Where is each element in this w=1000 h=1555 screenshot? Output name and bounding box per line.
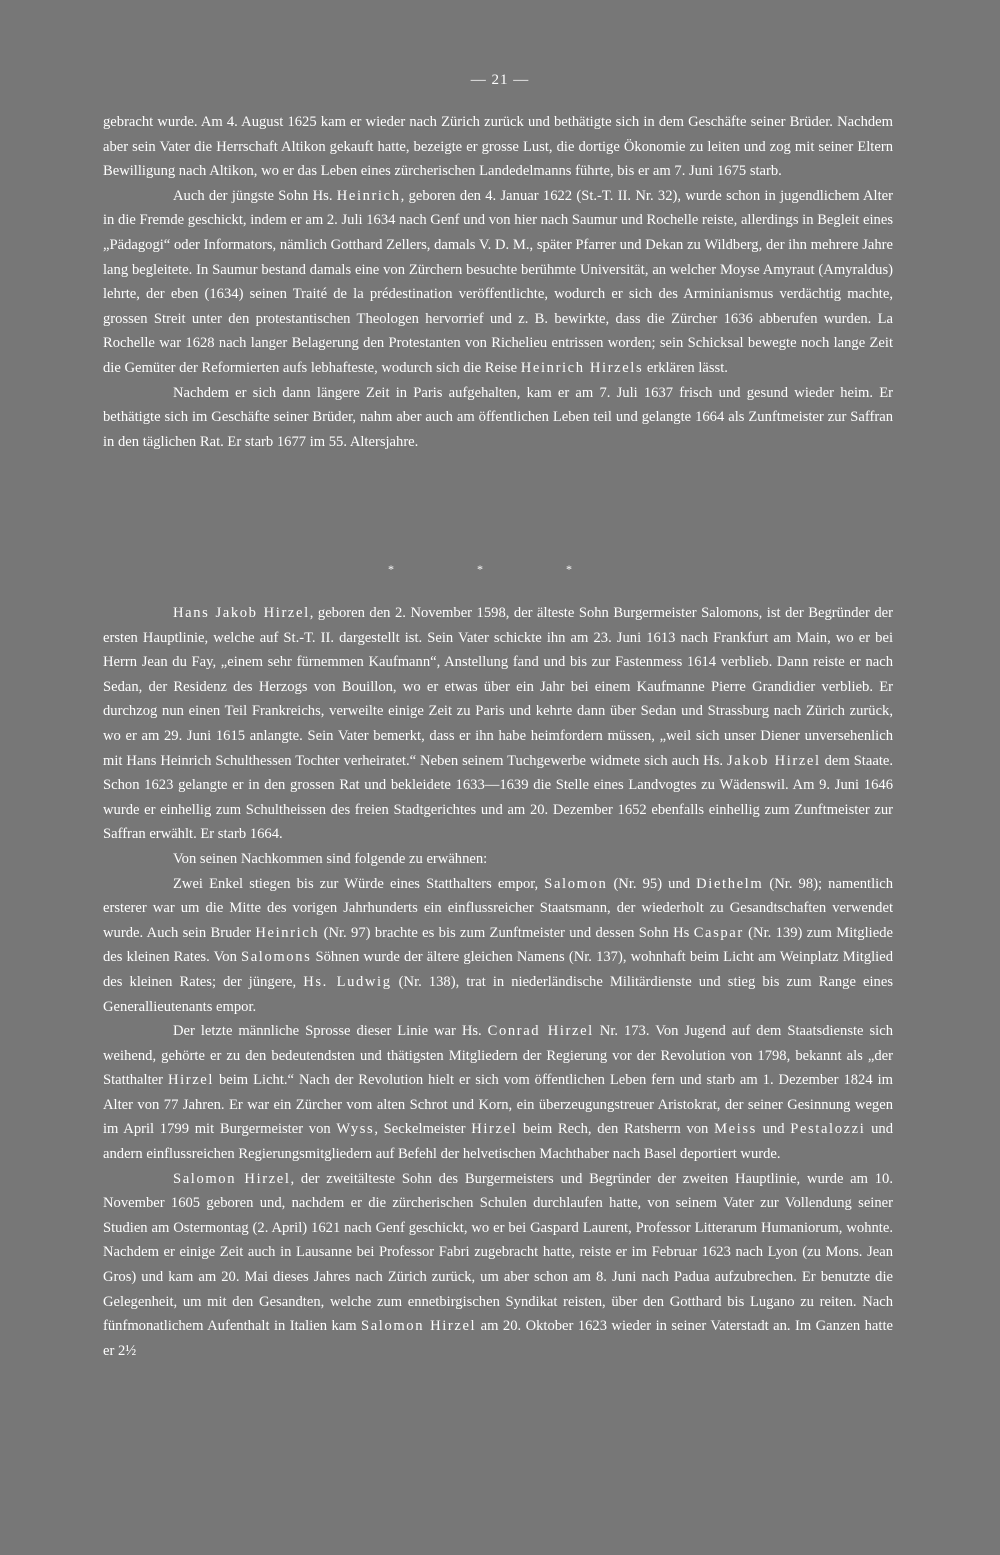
person-name: Hirzel	[167, 1072, 215, 1089]
paragraph: gebracht wurde. Am 4. August 1625 kam er wieder nach Zürich zurück und bethätigte sich in dem Geschäfte seiner Brüder. Nachdem aber sein Vater die Herrschaft Altikon gekauft hatte, bezeigte er grosse Lust, die dortige Ökonomie zu leiten und zog mit seiner Eltern Bewilligung nach Altikon, wo er das Leben eines zürcherischen Landedelmanns führte, bis er am 7. Juni 1675 starb.	[103, 114, 893, 180]
person-name: Pestalozzi	[790, 1121, 866, 1138]
paragraph: Nachdem er sich dann längere Zeit in Paris aufgehalten, kam er am 7. Juli 1637 frisch und gesund wieder heim. Er bethätigte sich im Geschäfte seiner Brüder, nahm aber auch am öffentlichen Leben teil und gelangte 1664 als Zunftmeister zur Saffran in den täglichen Rat. Er starb 1677 im 55. Altersjahre.	[103, 384, 893, 450]
person-name: Salomon Hirzel	[173, 1170, 291, 1187]
person-name: Salomon Hirzel	[361, 1318, 477, 1335]
person-name: Hs. Ludwig	[303, 973, 392, 990]
paragraph: Hans Jakob Hirzel, geboren den 2. November 1598, der älteste Sohn Burgermeister Salomons, ist der Begründer der ersten Hauptlinie, welche auf St.-T. II. dargestellt ist. Sein Vater schickte ihn am 23. Juni 1613 nach Frankfurt am Main, wo er bei Herrn Jean du Fay, „einem sehr fürnemmen Kaufmann“, Anstellung fand und bis zur Fastenmess 1614 verblieb. Dann reiste er nach Sedan, der Residenz des Herzogs von Bouillon, wo er etwas über ein Jahr bei einem Kaufmanne Pierre Grandidier verblieb. Er durchzog nun einen Teil Frankreichs, verweilte einige Zeit zu Paris und kehrte dann über Sedan und Strassburg nach Zürich zurück, wo er am 29. Juni 1615 anlangte. Sein Vater bemerkt, dass er ihn habe heimfordern müssen, „weil sich unser Diener unversehenlich mit Hans Heinrich Schulthessen Tochter verheiratet.“ Neben seinem Tuchgewerbe widmete sich auch Hs. Jakob Hirzel dem Staate. Schon 1623 gelangte er in den grossen Rat und bekleidete 1633—1639 die Stelle eines Landvogtes zu Wädenswil. Am 9. Juni 1646 wurde er einhellig zum Schultheissen des freien Stadtgerichtes und am 20. Dezember 1652 ebenfalls einhellig zum Zunftmeister zur Saffran erwählt. Er starb 1664.	[103, 605, 894, 843]
paragraph: Salomon Hirzel, der zweitälteste Sohn des Burgermeisters und Begründer der zweiten Hauptlinie, wurde am 10. November 1605 geboren und, nachdem er die zürcherischen Schulen durchlaufen hatte, von seinem Vater zur Vollendung seiner Studien am Ostermontag (2. April) 1621 nach Genf geschickt, wo er bei Gaspard Laurent, Professor Litterarum Humaniorum, wohnte. Nachdem er einige Zeit auch in Lausanne bei Professor Fabri zugebracht hatte, reiste er im Februar 1623 nach Lyon (zu Mons. Jean Gros) und kam am 20. Mai dieses Jahres nach Zürich zurück, um aber schon am 8. Juni nach Padua aufzubrechen. Er benutzte die Gelegenheit, um mit den Gesandten, welche zum ennetbirgischen Syndikat reisten, über den Gotthard bis Lugano zu reiten. Nach fünfmonatlichem Aufenthalt in Italien kam Salomon Hirzel am 20. Oktober 1623 wieder in seiner Vaterstadt an. Im Ganzen hatte er 2½	[103, 1170, 893, 1359]
person-name: Heinrich	[255, 924, 320, 941]
section-hans-jakob	[103, 601, 893, 1363]
person-name: Hans Jakob Hirzel	[173, 605, 310, 621]
section-separator: * * *	[388, 562, 612, 576]
section-heinrich	[103, 110, 893, 454]
person-name: Hirzel	[471, 1121, 518, 1138]
paragraph: Von seinen Nachkommen sind folgende zu erwähnen:	[173, 850, 488, 867]
person-name: Diethelm	[696, 875, 764, 892]
person-name: Jakob Hirzel	[726, 752, 821, 769]
person-name: Caspar	[693, 924, 744, 941]
paragraph: Der letzte männliche Sprosse dieser Linie war Hs. Conrad Hirzel Nr. 173. Von Jugend auf dem Staatsdienste sich weihend, gehörte er zu den bedeutendsten und thätigsten Mitgliedern der Regierung vor der Revolution von 1798, bekannt als „der Statthalter Hirzel beim Licht.“ Nach der Revolution hielt er sich vom öffentlichen Leben fern und starb am 1. Dezember 1824 im Alter von 77 Jahren. Er war ein Zürcher vom alten Schrot und Korn, ein überzeugungstreuer Aristokrat, der seiner Gesinnung wegen im April 1799 mit Burgermeister von Wyss, Seckelmeister Hirzel beim Rech, den Ratsherrn von Meiss und Pestalozzi und andern einflussreichen Regierungsmitgliedern auf Befehl der helvetischen Machthaber nach Basel deportiert wurde.	[103, 1023, 893, 1163]
paragraph: Zwei Enkel stiegen bis zur Würde eines Statthalters empor, Salomon (Nr. 95) und Diethelm (Nr. 98); namentlich ersterer war um die Mitte des vorigen Jahrhunderts ein einflussreicher Staatsmann, der wiederholt zu Gesandtschaften verwendet wurde. Auch sein Bruder Heinrich (Nr. 97) brachte es bis zum Zunftmeister und dessen Sohn Hs Caspar (Nr. 139) zum Mitgliede des kleinen Rates. Von Salomons Söhnen wurde der ältere gleichen Namens (Nr. 137), wohnhaft beim Licht am Weinplatz Mitglied des kleinen Rates; der jüngere, Hs. Ludwig (Nr. 138), trat in niederländische Militärdienste und stieg bis zum Range eines Generallieutenants empor.	[103, 875, 894, 1015]
person-name: Conrad Hirzel	[487, 1023, 594, 1040]
page-number: — 21 —	[470, 72, 530, 88]
person-name: Meiss	[714, 1121, 757, 1138]
person-name: Salomon	[544, 875, 608, 892]
person-name: Wyss	[336, 1121, 375, 1138]
paragraph: Auch der jüngste Sohn Hs. Heinrich, geboren den 4. Januar 1622 (St.-T. II. Nr. 32), wurde schon in jugendlichem Alter in die Fremde geschickt, indem er am 2. Juli 1634 nach Genf und von hier nach Saumur und Rochelle reiste, allerdings in Begleit eines „Pädagogi“ oder Informators, nämlich Gotthard Zellers, damals V. D. M., später Pfarrer und Dekan zu Wildberg, der ihn mehrere Jahre lang begleitete. In Saumur bestand damals eine von Zürchern besuchte berühmte Universität, an welcher Moyse Amyraut (Amyraldus) lehrte, der eben (1634) seinen Traité de la prédestination veröffentlichte, wodurch er sich des Arminianismus verdächtig machte, grossen Streit unter den protestantischen Theologen hervorrief und z. B. bewirkte, dass die Zürcher 1636 abberufen wurden. La Rochelle war 1628 nach langer Belagerung den Protestanten von Richelieu entrissen worden; sein Schicksal bewegte noch lange Zeit die Gemüter der Reformierten aufs lebhafteste, wodurch sich die Reise Heinrich Hirzels erklären lässt.	[103, 187, 893, 376]
person-name: Heinrich	[336, 187, 401, 204]
person-name: Salomons	[241, 949, 312, 966]
person-name: Heinrich Hirzels	[520, 359, 644, 376]
